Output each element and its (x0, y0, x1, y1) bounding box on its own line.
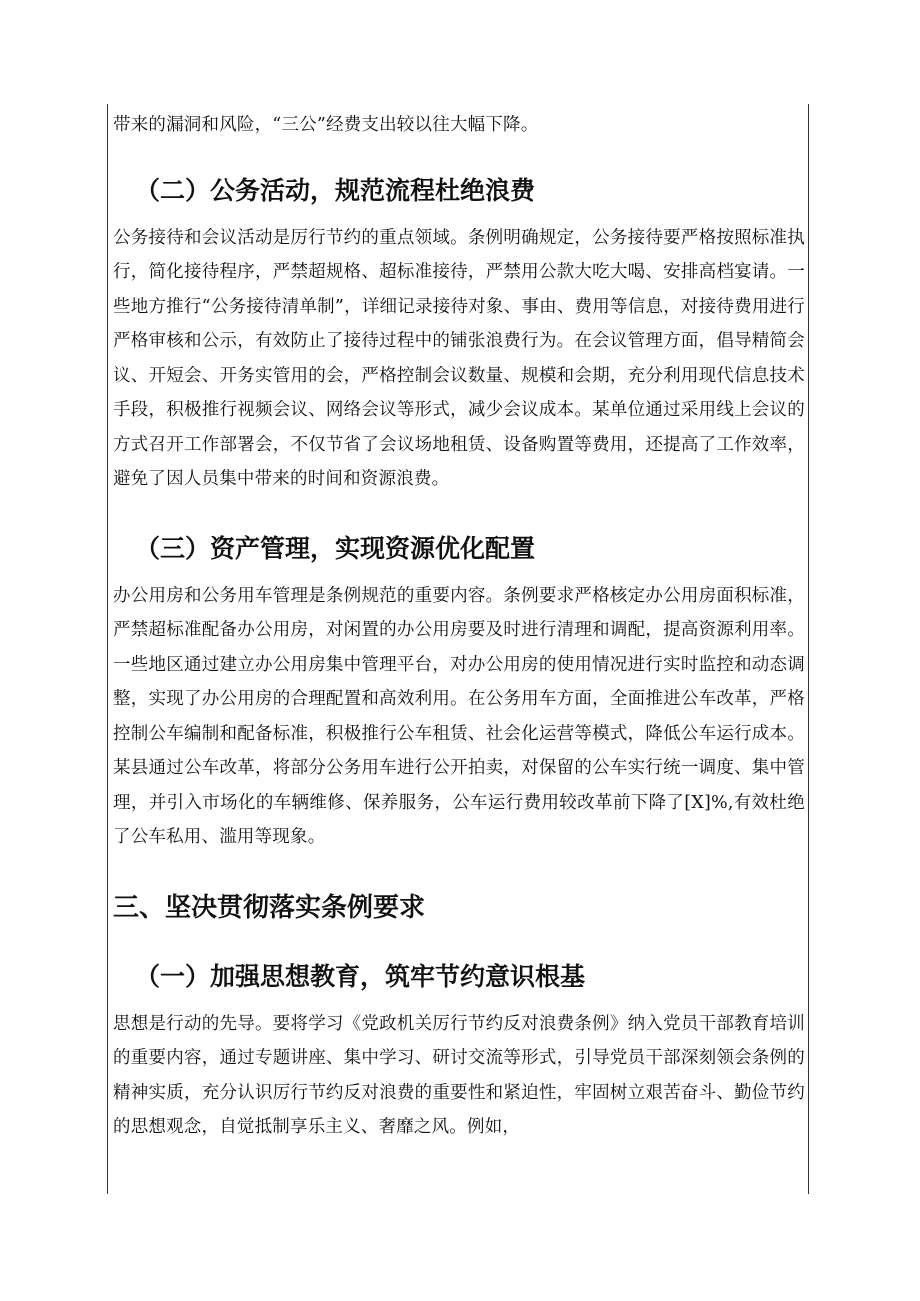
part-3-subsection-1-paragraph: 思想是行动的先导。要将学习《党政机关厉行节约反对浪费条例》纳入党员干部教育培训的重要内容，通过专题讲座、集中学习、研讨交流等形式，引导党员干部深刻领会条例的精神实质，充分认识厉行节约反对浪费的重要性和紧迫性，牢固树立艰苦奋斗、勤俭节约的思想观念，自觉抵制享乐主义、奢靡之风。例如， (113, 1013, 805, 1137)
part-3-heading: 三、坚决贯彻落实条例要求 (113, 892, 426, 923)
section-2-paragraph: 公务接待和会议活动是厉行节约的重点领域。条例明确规定，公务接待要严格按照标准执行，简化接待程序，严禁超规格、超标准接待，严禁用公款大吃大喝、安排高档宴请。一些地方推行“公务接待清单制”，详细记录接待对象、事由、费用等信息，对接待费用进行严格审核和公示，有效防止了接待过程中的铺张浪费行为。在会议管理方面，倡导精简会议、开短会、开务实管用的会，严格控制会议数量、规模和会期，充分利用现代信息技术手段，积极推行视频会议、网络会议等形式，减少会议成本。某单位通过采用线上会议的方式召开工作部署会，不仅节省了会议场地租赁、设备购置等费用，还提高了工作效率，避免了因人员集中带来的时间和资源浪费。 (113, 227, 805, 489)
intro-paragraph: 带来的漏洞和风险，“三公”经费支出较以往大幅下降。 (113, 115, 539, 135)
section-2-heading: （二）公务活动，规范流程杜绝浪费 (135, 175, 536, 205)
document-body (113, 108, 805, 1145)
section-3-paragraph: 办公用房和公务用车管理是条例规范的重要内容。条例要求严格核定办公用房面积标准，严禁超标准配备办公用房，对闲置的办公用房要及时进行清理和调配，提高资源利用率。一些地区通过建立办公用房集中管理平台，对办公用房的使用情况进行实时监控和动态调整，实现了办公用房的合理配置和高效利用。在公务用车方面，全面推进公车改革，严格控制公车编制和配备标准，积极推行公车租赁、社会化运营等模式，降低公车运行成本。某县通过公车改革，将部分公务用车进行公开拍卖，对保留的公车实行统一调度、集中管理，并引入市场化的车辆维修、保养服务，公车运行费用较改革前下降了[X]%,有效杜绝了公车私用、滥用等现象。 (113, 585, 805, 847)
section-3-heading: （三）资产管理，实现资源优化配置 (135, 533, 536, 563)
part-3-subsection-1-heading: （一）加强思想教育，筑牢节约意识根基 (135, 961, 586, 991)
